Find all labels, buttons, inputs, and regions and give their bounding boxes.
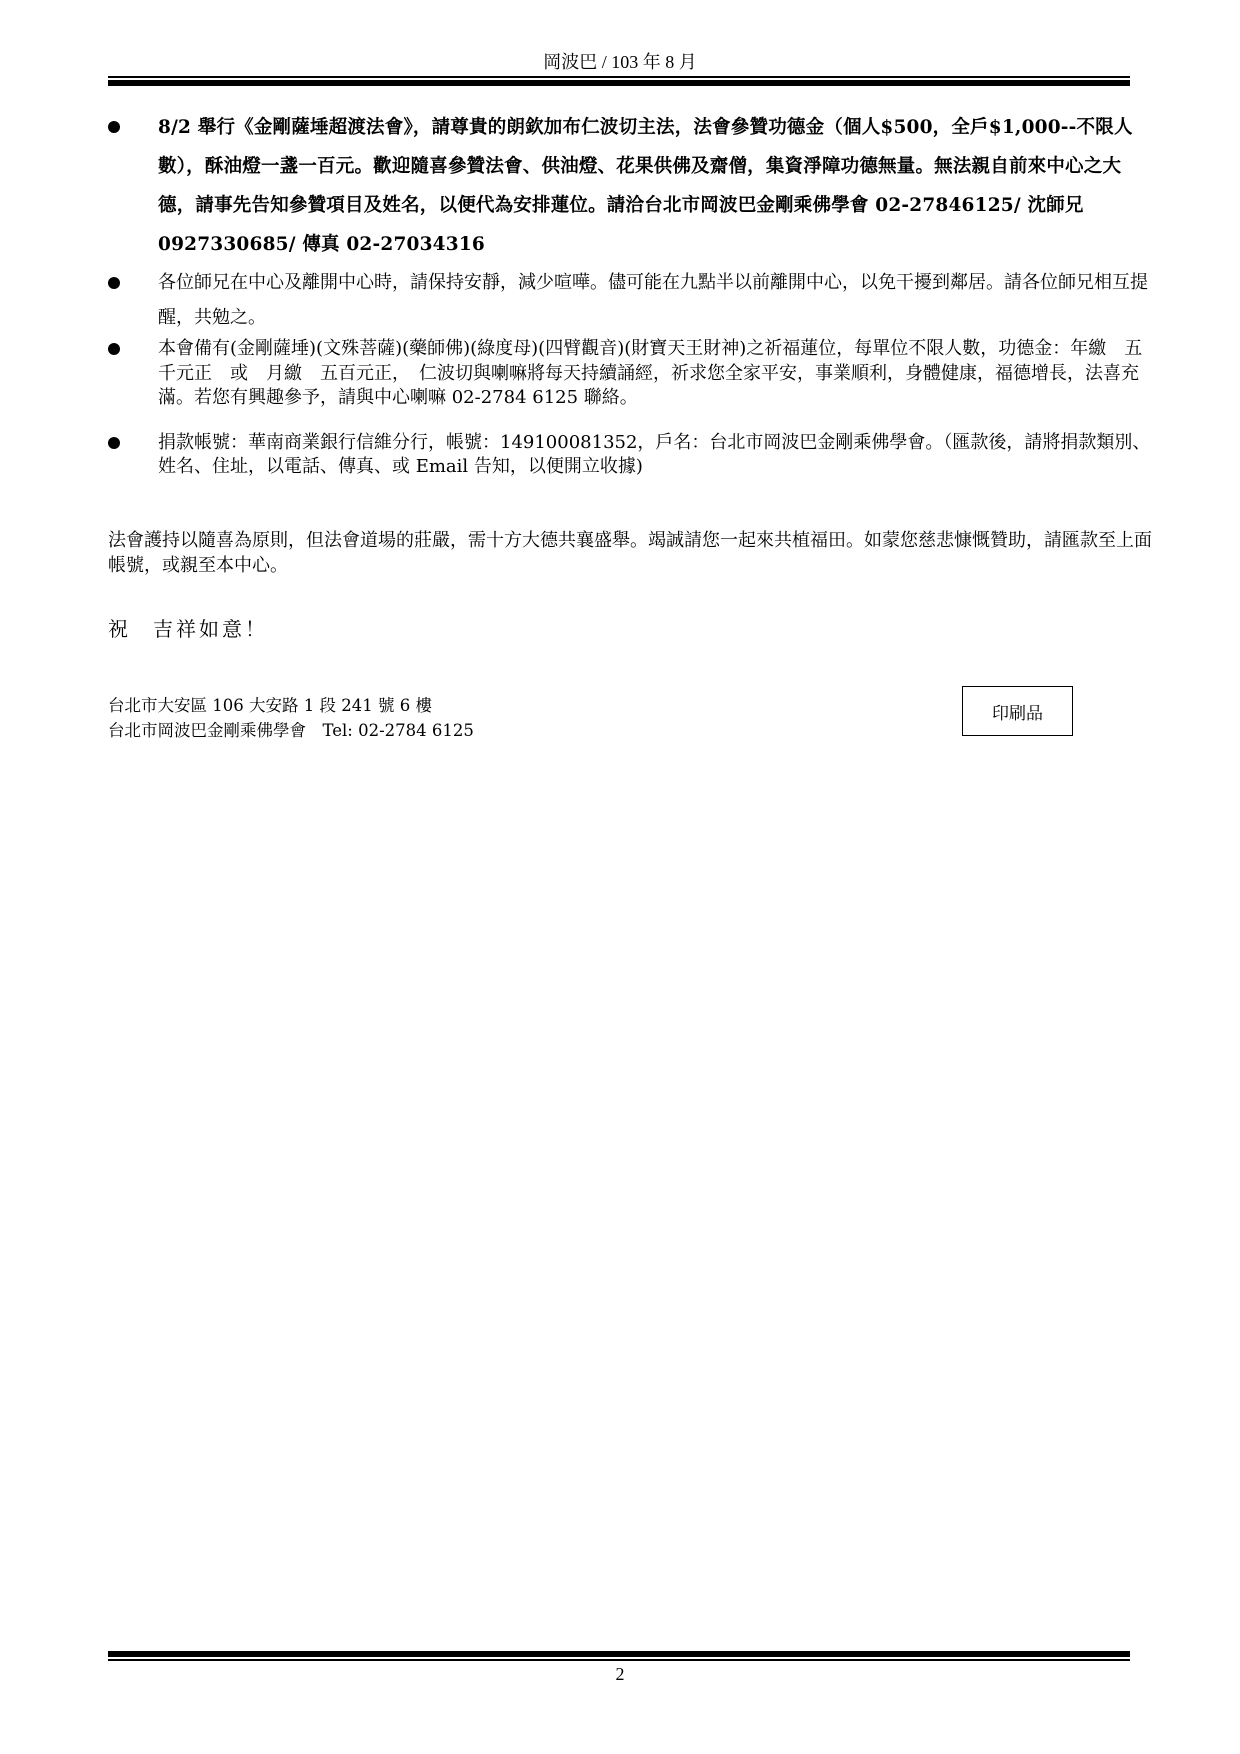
footer-rule-thin bbox=[108, 1659, 1130, 1661]
announcement-text: 8/2 舉行《金剛薩埵超渡法會》，請尊貴的朗欽加布仁波切主法，法會參贊功德金（個人$500，全戶$1,000--不限人數），酥油燈一盞一百元。歡迎隨喜參贊法會、供油燈、花果供佛及齋僧，集資淨障功德無量。無法親自前來中心之大德，請事先告知參贊項目及姓名，以便代為安排蓮位。請洽台北市岡波巴金剛乘佛學會 02-27846125/ 沈師兄 0927330685/ 傳真 02-27034316 bbox=[158, 117, 1133, 255]
printed-matter-label: 印刷品 bbox=[992, 703, 1043, 724]
bullet-dot-icon bbox=[108, 437, 120, 449]
announcement-list bbox=[108, 108, 1158, 480]
announcement-donation-account bbox=[108, 431, 1158, 480]
bullet-dot-icon bbox=[108, 343, 120, 355]
organization-contact-line: 台北市岡波巴金剛乘佛學會 Tel: 02-2784 6125 bbox=[108, 721, 474, 740]
page-header-title: 岡波巴 / 103 年 8 月 bbox=[543, 52, 697, 72]
printed-matter-stamp bbox=[962, 686, 1073, 736]
closing-paragraph: 法會護持以隨喜為原則，但法會道場的莊嚴，需十方大德共襄盛舉。竭誠請您一起來共植福田。如蒙您慈悲慷慨贊助，請匯款至上面帳號，或親至本中心。 bbox=[108, 530, 1152, 576]
page-number: 2 bbox=[615, 1664, 625, 1684]
announcement-text: 捐款帳號：華南商業銀行信維分行，帳號：149100081352，戶名：台北市岡波巴金剛乘佛學會。（匯款後，請將捐款類別、姓名、住址，以電話、傳真、或 Email 告知，以便開立收據) bbox=[158, 431, 1151, 477]
header-rule-thin bbox=[108, 76, 1130, 78]
footer-rule-thick bbox=[108, 1651, 1130, 1657]
sender-address-block bbox=[108, 693, 474, 743]
blessing-wish: 吉祥如意！ bbox=[153, 617, 268, 641]
blessing-line bbox=[108, 613, 268, 642]
announcement-text: 本會備有(金剛薩埵)(文殊菩薩)(藥師佛)(綠度母)(四臂觀音)(財寶天王財神)之祈福蓮位，每單位不限人數，功德金：年繳 五千元正 或 月繳 五百元正， 仁波切與喇嘛將每天持續誦經，祈求您全家平安，事業順利，身體健康，福德增長，法喜充滿。若您有興趣參予，請與中心喇嘛 02-2784 6125 聯絡。 bbox=[158, 338, 1143, 408]
announcement-dharma-assembly bbox=[108, 108, 1158, 264]
announcement-text: 各位師兄在中心及離開中心時，請保持安靜，減少喧嘩。儘可能在九點半以前離開中心，以免干擾到鄰居。請各位師兄相互提醒，共勉之。 bbox=[158, 272, 1148, 328]
bullet-dot-icon bbox=[108, 277, 120, 289]
announcement-blessing-lotus bbox=[108, 337, 1158, 411]
blessing-prefix: 祝 bbox=[108, 617, 131, 641]
announcement-quiet-reminder bbox=[108, 265, 1158, 335]
header-rule-thick bbox=[108, 80, 1130, 86]
address-line: 台北市大安區 106 大安路 1 段 241 號 6 樓 bbox=[108, 696, 432, 715]
bullet-dot-icon bbox=[108, 121, 120, 133]
